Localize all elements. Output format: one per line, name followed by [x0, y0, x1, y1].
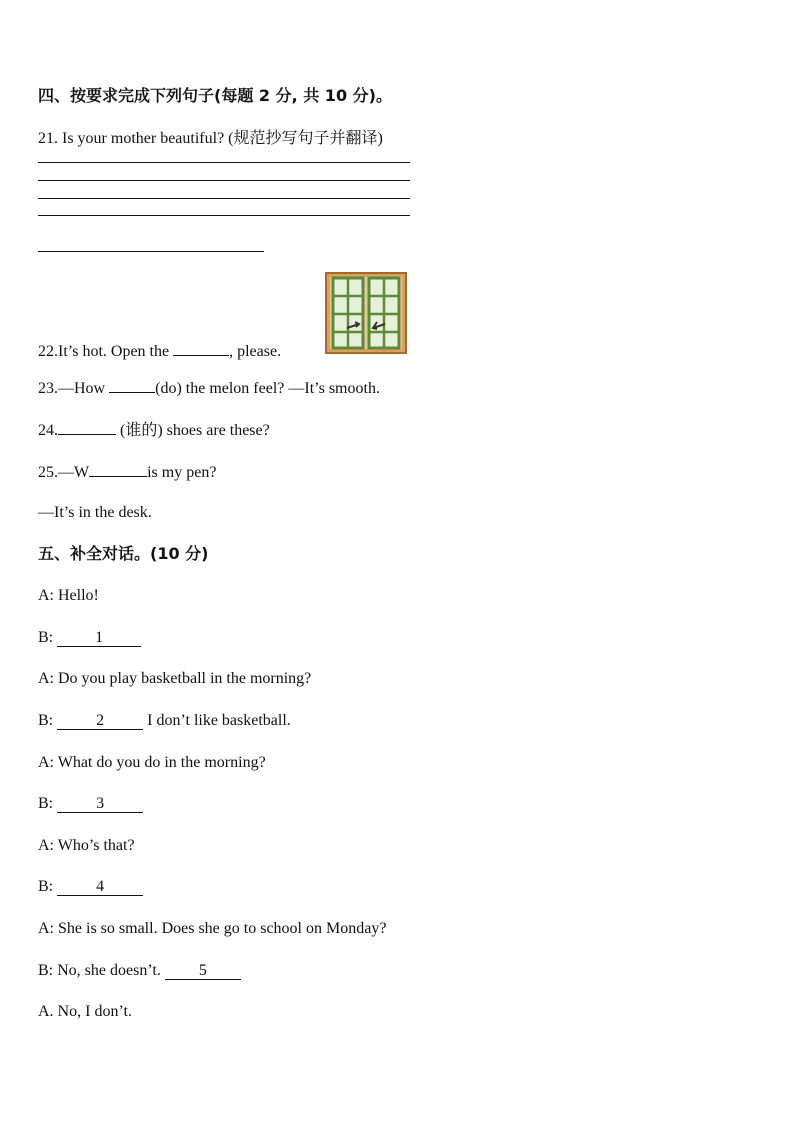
speaker-prefix: B:: [38, 712, 58, 729]
question-22-start: 22.It’s hot. Open the: [38, 343, 174, 360]
dialogue-blank-3[interactable]: 3: [57, 796, 143, 813]
dialogue-blank-1[interactable]: 1: [57, 630, 141, 647]
dialogue-line: A: Hello!: [38, 587, 99, 604]
dialogue-blank-2[interactable]: 2: [57, 713, 143, 730]
speaker-prefix: B:: [38, 795, 58, 812]
section5-heading: 五、补全对话。(10 分): [38, 544, 209, 563]
question-25-end: is my pen?: [147, 464, 217, 481]
question-25-start: 25.—W: [38, 464, 90, 481]
dialogue-line: [38, 711, 291, 731]
answer-line: [38, 198, 410, 199]
question-23-end: (do) the melon feel? —It’s smooth.: [155, 380, 380, 397]
question-21: 21. Is your mother beautiful? (规范抄写句子并翻译): [38, 130, 383, 147]
question-22-end: , please.: [229, 343, 282, 360]
question-22: [38, 341, 281, 362]
question-23-start: 23.—How: [38, 380, 110, 397]
dialogue-blank-5[interactable]: 5: [165, 963, 241, 980]
section4-heading: 四、按要求完成下列句子(每题 2 分, 共 10 分)。: [38, 86, 392, 105]
dialogue-line: [38, 794, 143, 814]
window-icon: [325, 272, 407, 354]
question-24: [38, 420, 270, 441]
question-24-end: (谁的) shoes are these?: [116, 422, 270, 439]
fill-blank[interactable]: [58, 420, 116, 435]
question-23: [38, 378, 380, 399]
dialogue-line: A: She is so small. Does she go to school on Monday?: [38, 920, 387, 937]
fill-blank[interactable]: [89, 462, 147, 477]
answer-line: [38, 162, 410, 163]
dialogue-line: [38, 877, 143, 897]
dialogue-line: A: What do you do in the morning?: [38, 754, 266, 771]
answer-line: [38, 251, 264, 252]
fill-blank[interactable]: [109, 378, 155, 393]
dialogue-line: [38, 628, 141, 648]
answer-line: [38, 180, 410, 181]
dialogue-line: A. No, I don’t.: [38, 1003, 132, 1020]
speaker-prefix: B: No, she doesn’t.: [38, 962, 165, 979]
dialogue-line: [38, 961, 241, 981]
speaker-prefix: B:: [38, 629, 58, 646]
dialogue-blank-4[interactable]: 4: [57, 879, 143, 896]
question-25-answer: —It’s in the desk.: [38, 504, 152, 521]
question-25: [38, 462, 216, 483]
speaker-prefix: B:: [38, 878, 58, 895]
answer-line: [38, 215, 410, 216]
dialogue-line: A: Who’s that?: [38, 837, 135, 854]
question-24-start: 24.: [38, 422, 58, 439]
dialogue-line: A: Do you play basketball in the morning?: [38, 670, 312, 687]
dialogue-suffix: I don’t like basketball.: [143, 712, 291, 729]
fill-blank[interactable]: [173, 341, 229, 356]
